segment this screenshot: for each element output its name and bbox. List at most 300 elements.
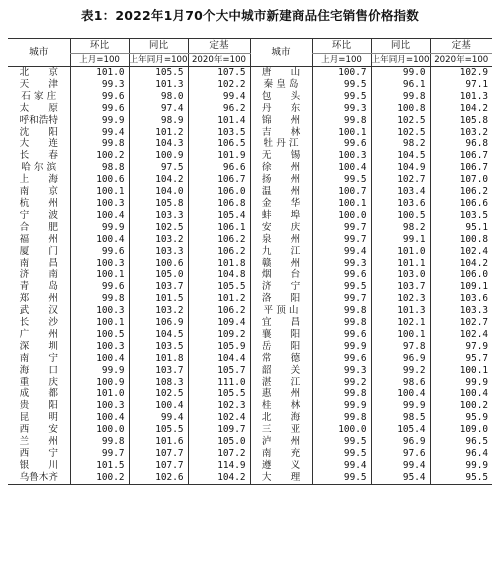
mom-index-cell: 100.1 <box>70 317 129 329</box>
yoy-index-cell: 98.2 <box>371 138 430 150</box>
fixed-index-cell: 99.4 <box>188 91 250 103</box>
city-name-cell: 桂 林 <box>250 400 312 412</box>
page-title: 表1：2022年1月70个大中城市新建商品住宅销售价格指数 <box>81 8 419 23</box>
city-name-cell: 大 理 <box>250 472 312 484</box>
mom-index-cell: 100.3 <box>70 305 129 317</box>
fixed-index-cell: 101.3 <box>430 91 492 103</box>
table-row <box>8 246 492 258</box>
yoy-index-cell: 102.7 <box>371 174 430 186</box>
yoy-index-cell: 102.5 <box>129 388 188 400</box>
city-name-cell: 杭 州 <box>19 197 58 209</box>
col-header-mom-left: 环比 <box>70 39 129 54</box>
mom-index-cell: 99.5 <box>312 281 371 293</box>
yoy-index-cell: 103.3 <box>129 246 188 258</box>
table-row <box>8 127 492 139</box>
mom-index-cell: 100.6 <box>70 174 129 186</box>
fixed-index-cell: 114.9 <box>188 460 250 472</box>
table-row <box>8 424 492 436</box>
table-row <box>8 377 492 389</box>
city-name-cell: 深 圳 <box>19 340 58 352</box>
fixed-index-cell: 102.9 <box>430 67 492 79</box>
yoy-index-cell: 100.5 <box>371 210 430 222</box>
table-row <box>8 103 492 115</box>
yoy-index-cell: 105.5 <box>129 424 188 436</box>
city-name-cell: 济 南 <box>19 269 58 281</box>
table-row <box>8 174 492 186</box>
fixed-index-cell: 109.7 <box>188 424 250 436</box>
yoy-index-cell: 97.5 <box>129 162 188 174</box>
fixed-index-cell: 105.7 <box>188 365 250 377</box>
mom-index-cell: 99.7 <box>312 222 371 234</box>
fixed-index-cell: 105.8 <box>430 115 492 127</box>
table-row <box>8 293 492 305</box>
mom-index-cell: 99.6 <box>312 138 371 150</box>
mom-index-cell: 99.8 <box>312 115 371 127</box>
fixed-index-cell: 96.6 <box>188 162 250 174</box>
mom-index-cell: 99.8 <box>312 412 371 424</box>
city-name-cell: 赣 州 <box>250 258 312 270</box>
table-row <box>8 388 492 400</box>
mom-index-cell: 100.3 <box>70 341 129 353</box>
city-name-cell: 丹 东 <box>250 103 312 115</box>
col-header-mom-right: 环比 <box>312 39 371 54</box>
col-header-yoy-left: 同比 <box>129 39 188 54</box>
city-name-cell: 乌鲁木齐 <box>8 472 70 484</box>
fixed-index-cell: 101.2 <box>188 293 250 305</box>
mom-index-cell: 99.8 <box>70 436 129 448</box>
mom-index-cell: 99.8 <box>312 388 371 400</box>
yoy-index-cell: 104.2 <box>129 174 188 186</box>
mom-index-cell: 100.3 <box>70 258 129 270</box>
city-name-cell: 金 华 <box>250 198 312 210</box>
yoy-index-cell: 101.0 <box>371 246 430 258</box>
yoy-index-cell: 104.9 <box>371 162 430 174</box>
yoy-index-cell: 102.1 <box>371 317 430 329</box>
city-name-cell: 遵 义 <box>250 460 312 472</box>
yoy-index-cell: 101.5 <box>129 293 188 305</box>
mom-index-cell: 101.0 <box>70 67 129 79</box>
city-name-cell: 徐 州 <box>250 162 312 174</box>
fixed-index-cell: 102.4 <box>430 246 492 258</box>
city-name-cell: 长 春 <box>19 150 58 162</box>
table-row <box>8 412 492 424</box>
city-name-cell: 吉 林 <box>250 127 312 139</box>
yoy-index-cell: 104.3 <box>129 138 188 150</box>
city-name-cell: 北 海 <box>250 412 312 424</box>
city-name-cell: 广 州 <box>19 328 58 340</box>
city-name-cell: 惠 州 <box>250 388 312 400</box>
yoy-index-cell: 101.6 <box>129 436 188 448</box>
table-header <box>8 39 492 67</box>
yoy-index-cell: 99.4 <box>371 460 430 472</box>
mom-index-cell: 99.9 <box>70 222 129 234</box>
city-name-cell: 成 都 <box>19 388 58 400</box>
yoy-index-cell: 103.4 <box>371 186 430 198</box>
yoy-index-cell: 102.3 <box>371 293 430 305</box>
yoy-index-cell: 102.5 <box>129 222 188 234</box>
yoy-index-cell: 102.5 <box>371 127 430 139</box>
yoy-index-cell: 98.0 <box>129 91 188 103</box>
city-name-cell: 韶 关 <box>250 365 312 377</box>
fixed-index-cell: 106.7 <box>430 150 492 162</box>
yoy-index-cell: 100.1 <box>371 329 430 341</box>
mom-index-cell: 99.5 <box>312 79 371 91</box>
col-header-city-right: 城市 <box>250 39 312 67</box>
fixed-index-cell: 101.4 <box>188 115 250 127</box>
yoy-index-cell: 105.5 <box>129 67 188 79</box>
mom-index-cell: 100.1 <box>312 127 371 139</box>
mom-index-cell: 99.5 <box>312 448 371 460</box>
fixed-index-cell: 101.9 <box>188 150 250 162</box>
fixed-index-cell: 103.2 <box>430 127 492 139</box>
mom-index-cell: 99.4 <box>70 127 129 139</box>
fixed-index-cell: 106.0 <box>430 269 492 281</box>
table-row <box>8 115 492 127</box>
city-name-cell: 北 京 <box>19 67 58 78</box>
yoy-index-cell: 103.7 <box>129 365 188 377</box>
mom-index-cell: 99.8 <box>312 305 371 317</box>
city-name-cell: 西 宁 <box>19 448 58 459</box>
yoy-index-cell: 97.4 <box>129 103 188 115</box>
fixed-index-cell: 106.2 <box>188 305 250 317</box>
yoy-index-cell: 108.3 <box>129 377 188 389</box>
mom-index-cell: 100.2 <box>70 150 129 162</box>
mom-index-cell: 99.4 <box>312 246 371 258</box>
table-body <box>8 67 492 485</box>
city-name-cell: 锦 州 <box>250 115 312 127</box>
yoy-index-cell: 104.5 <box>129 329 188 341</box>
mom-index-cell: 100.4 <box>70 234 129 246</box>
fixed-index-cell: 109.0 <box>430 424 492 436</box>
mom-index-cell: 99.8 <box>312 317 371 329</box>
mom-index-cell: 99.4 <box>312 460 371 472</box>
table-row <box>8 210 492 222</box>
yoy-index-cell: 107.7 <box>129 460 188 472</box>
yoy-index-cell: 100.4 <box>371 388 430 400</box>
mom-index-cell: 100.4 <box>312 162 371 174</box>
fixed-index-cell: 102.7 <box>430 317 492 329</box>
city-name-cell: 太 原 <box>19 102 58 114</box>
mom-index-cell: 100.9 <box>70 377 129 389</box>
fixed-index-cell: 102.4 <box>188 412 250 424</box>
fixed-index-cell: 107.5 <box>188 67 250 79</box>
mom-index-cell: 99.3 <box>312 365 371 377</box>
yoy-index-cell: 103.2 <box>129 305 188 317</box>
yoy-index-cell: 105.8 <box>129 198 188 210</box>
fixed-index-cell: 100.1 <box>430 365 492 377</box>
mom-index-cell: 99.6 <box>70 281 129 293</box>
fixed-index-cell: 106.1 <box>188 222 250 234</box>
fixed-index-cell: 109.1 <box>430 281 492 293</box>
mom-index-cell: 99.6 <box>70 91 129 103</box>
city-name-cell: 武 汉 <box>19 305 58 317</box>
city-name-cell: 九 江 <box>250 246 312 258</box>
mom-index-cell: 99.6 <box>312 269 371 281</box>
yoy-index-cell: 96.9 <box>371 436 430 448</box>
city-name-cell: 秦 皇 岛 <box>250 79 312 91</box>
mom-index-cell: 99.5 <box>312 91 371 103</box>
fixed-index-cell: 95.9 <box>430 412 492 424</box>
fixed-index-cell: 107.2 <box>188 448 250 460</box>
mom-index-cell: 100.0 <box>312 210 371 222</box>
city-name-cell: 海 口 <box>19 364 58 376</box>
yoy-index-cell: 105.0 <box>129 269 188 281</box>
city-name-cell: 三 亚 <box>250 424 312 436</box>
mom-index-cell: 100.7 <box>312 186 371 198</box>
mom-index-cell: 99.9 <box>312 341 371 353</box>
city-name-cell: 长 沙 <box>19 317 58 329</box>
mom-index-cell: 99.3 <box>312 258 371 270</box>
city-name-cell: 沈 阳 <box>19 126 58 138</box>
mom-index-cell: 99.6 <box>70 103 129 115</box>
yoy-index-cell: 101.3 <box>371 305 430 317</box>
mom-index-cell: 99.9 <box>70 115 129 127</box>
city-name-cell: 昆 明 <box>19 412 58 424</box>
fixed-index-cell: 103.5 <box>188 127 250 139</box>
yoy-index-cell: 103.0 <box>371 269 430 281</box>
fixed-index-cell: 102.3 <box>188 400 250 412</box>
fixed-index-cell: 97.9 <box>430 341 492 353</box>
yoy-index-cell: 98.2 <box>371 222 430 234</box>
yoy-index-cell: 95.4 <box>371 472 430 484</box>
table-row <box>8 91 492 103</box>
city-name-cell: 大 连 <box>19 138 58 150</box>
city-name-cell: 平 顶 山 <box>250 305 312 317</box>
fixed-index-cell: 106.8 <box>188 198 250 210</box>
mom-index-cell: 99.8 <box>70 138 129 150</box>
fixed-index-cell: 107.0 <box>430 174 492 186</box>
yoy-index-cell: 101.1 <box>371 258 430 270</box>
col-subheader-mom-left: 上月=100 <box>70 54 129 67</box>
city-name-cell: 天 津 <box>19 78 58 90</box>
city-name-cell: 厦 门 <box>19 245 58 257</box>
mom-index-cell: 99.6 <box>312 329 371 341</box>
fixed-index-cell: 102.2 <box>188 79 250 91</box>
mom-index-cell: 99.5 <box>312 174 371 186</box>
mom-index-cell: 99.9 <box>312 400 371 412</box>
yoy-index-cell: 96.1 <box>371 79 430 91</box>
city-name-cell: 唐 山 <box>250 67 312 79</box>
city-name-cell: 南 京 <box>19 186 58 198</box>
fixed-index-cell: 106.2 <box>430 186 492 198</box>
mom-index-cell: 100.3 <box>70 400 129 412</box>
table-row <box>8 400 492 412</box>
table-row <box>8 353 492 365</box>
city-name-cell: 福 州 <box>19 233 58 245</box>
fixed-index-cell: 95.7 <box>430 353 492 365</box>
table-row <box>8 460 492 472</box>
col-header-city-left: 城市 <box>8 39 70 67</box>
yoy-index-cell: 100.6 <box>129 258 188 270</box>
fixed-index-cell: 106.0 <box>188 186 250 198</box>
mom-index-cell: 100.0 <box>312 424 371 436</box>
col-header-fixed-right: 定基 <box>430 39 492 54</box>
city-name-cell: 西 安 <box>19 424 58 436</box>
city-name-cell: 常 德 <box>250 353 312 365</box>
col-subheader-mom-right: 上月=100 <box>312 54 371 67</box>
fixed-index-cell: 97.1 <box>430 79 492 91</box>
table-row <box>8 138 492 150</box>
mom-index-cell: 99.5 <box>312 472 371 484</box>
fixed-index-cell: 106.7 <box>188 174 250 186</box>
fixed-index-cell: 95.1 <box>430 222 492 234</box>
city-name-cell: 蚌 埠 <box>250 210 312 222</box>
fixed-index-cell: 99.9 <box>430 377 492 389</box>
yoy-index-cell: 96.9 <box>371 353 430 365</box>
table-row <box>8 234 492 246</box>
table-row <box>8 269 492 281</box>
fixed-index-cell: 96.8 <box>430 138 492 150</box>
fixed-index-cell: 101.8 <box>188 258 250 270</box>
city-name-cell: 烟 台 <box>250 269 312 281</box>
yoy-index-cell: 103.7 <box>371 281 430 293</box>
fixed-index-cell: 103.5 <box>430 210 492 222</box>
fixed-index-cell: 109.2 <box>188 329 250 341</box>
fixed-index-cell: 106.7 <box>430 162 492 174</box>
fixed-index-cell: 96.2 <box>188 103 250 115</box>
table-row <box>8 365 492 377</box>
city-name-cell: 宁 波 <box>19 209 58 221</box>
mom-index-cell: 100.0 <box>70 424 129 436</box>
table-row <box>8 281 492 293</box>
city-name-cell: 安 庆 <box>250 222 312 234</box>
yoy-index-cell: 101.8 <box>129 353 188 365</box>
table-row <box>8 222 492 234</box>
city-name-cell: 贵 阳 <box>19 400 58 412</box>
fixed-index-cell: 99.9 <box>430 460 492 472</box>
mom-index-cell: 100.4 <box>70 353 129 365</box>
city-name-cell: 湛 江 <box>250 377 312 389</box>
fixed-index-cell: 104.2 <box>430 103 492 115</box>
mom-index-cell: 98.8 <box>70 162 129 174</box>
yoy-index-cell: 103.7 <box>129 281 188 293</box>
city-name-cell: 包 头 <box>250 91 312 103</box>
fixed-index-cell: 105.5 <box>188 281 250 293</box>
mom-index-cell: 101.5 <box>70 460 129 472</box>
city-name-cell: 重 庆 <box>19 376 58 388</box>
fixed-index-cell: 104.2 <box>430 258 492 270</box>
mom-index-cell: 100.5 <box>70 329 129 341</box>
col-subheader-yoy-right: 上年同月=100 <box>371 55 430 65</box>
yoy-index-cell: 99.8 <box>371 91 430 103</box>
col-subheader-yoy-left: 上年同月=100 <box>129 55 188 65</box>
yoy-index-cell: 104.0 <box>129 186 188 198</box>
col-subheader-fixed-left: 2020年=100 <box>188 54 250 67</box>
yoy-index-cell: 97.6 <box>371 448 430 460</box>
city-name-cell: 石 家 庄 <box>21 90 57 102</box>
mom-index-cell: 99.9 <box>70 365 129 377</box>
yoy-index-cell: 99.2 <box>371 365 430 377</box>
mom-index-cell: 99.6 <box>70 246 129 258</box>
city-name-cell: 兰 州 <box>19 436 58 448</box>
fixed-index-cell: 104.2 <box>188 472 250 484</box>
city-name-cell: 银 川 <box>19 459 58 471</box>
city-name-cell: 郑 州 <box>19 293 58 305</box>
fixed-index-cell: 105.5 <box>188 388 250 400</box>
city-name-cell: 泸 州 <box>250 436 312 448</box>
fixed-index-cell: 104.4 <box>188 353 250 365</box>
city-name-cell: 泉 州 <box>250 234 312 246</box>
fixed-index-cell: 106.2 <box>188 234 250 246</box>
fixed-index-cell: 109.4 <box>188 317 250 329</box>
city-name-cell: 牡 丹 江 <box>250 138 312 150</box>
fixed-index-cell: 103.6 <box>430 293 492 305</box>
mom-index-cell: 99.2 <box>312 377 371 389</box>
yoy-index-cell: 100.4 <box>129 400 188 412</box>
fixed-index-cell: 96.4 <box>430 448 492 460</box>
city-name-cell: 南 宁 <box>19 352 58 364</box>
mom-index-cell: 100.4 <box>70 412 129 424</box>
yoy-index-cell: 105.4 <box>371 424 430 436</box>
fixed-index-cell: 106.2 <box>188 246 250 258</box>
yoy-index-cell: 99.4 <box>129 412 188 424</box>
city-name-cell: 襄 阳 <box>250 329 312 341</box>
fixed-index-cell: 96.5 <box>430 436 492 448</box>
table-row <box>8 79 492 91</box>
table-row <box>8 258 492 270</box>
mom-index-cell: 100.1 <box>312 198 371 210</box>
table-row <box>8 317 492 329</box>
col-header-fixed-left: 定基 <box>188 39 250 54</box>
yoy-index-cell: 98.6 <box>371 377 430 389</box>
city-name-cell: 扬 州 <box>250 174 312 186</box>
col-subheader-fixed-right: 2020年=100 <box>430 54 492 67</box>
yoy-index-cell: 99.1 <box>371 234 430 246</box>
mom-index-cell: 101.0 <box>70 388 129 400</box>
fixed-index-cell: 100.4 <box>430 388 492 400</box>
fixed-index-cell: 103.3 <box>430 305 492 317</box>
table-row <box>8 186 492 198</box>
table-row <box>8 67 492 79</box>
table-row <box>8 162 492 174</box>
city-name-cell: 济 宁 <box>250 281 312 293</box>
mom-index-cell: 100.3 <box>70 198 129 210</box>
table-row <box>8 150 492 162</box>
table-row <box>8 472 492 484</box>
city-name-cell: 上 海 <box>19 174 58 186</box>
yoy-index-cell: 98.9 <box>129 115 188 127</box>
table-row <box>8 341 492 353</box>
mom-index-cell: 100.1 <box>70 269 129 281</box>
city-name-cell: 合 肥 <box>19 221 58 233</box>
city-name-cell: 南 昌 <box>19 257 58 269</box>
yoy-index-cell: 97.8 <box>371 341 430 353</box>
fixed-index-cell: 111.0 <box>188 377 250 389</box>
yoy-index-cell: 100.8 <box>371 103 430 115</box>
city-name-cell: 温 州 <box>250 186 312 198</box>
mom-index-cell: 99.7 <box>70 448 129 460</box>
city-name-cell: 南 充 <box>250 448 312 460</box>
table-row <box>8 198 492 210</box>
mom-index-cell: 100.7 <box>312 67 371 79</box>
yoy-index-cell: 101.3 <box>129 79 188 91</box>
yoy-index-cell: 102.6 <box>129 472 188 484</box>
mom-index-cell: 99.7 <box>312 293 371 305</box>
yoy-index-cell: 99.9 <box>371 400 430 412</box>
price-index-table <box>8 38 492 485</box>
fixed-index-cell: 104.8 <box>188 269 250 281</box>
mom-index-cell: 100.3 <box>312 150 371 162</box>
yoy-index-cell: 106.9 <box>129 317 188 329</box>
city-name-cell: 哈 尔 滨 <box>21 162 57 174</box>
table-row <box>8 436 492 448</box>
fixed-index-cell: 102.4 <box>430 329 492 341</box>
mom-index-cell: 99.3 <box>312 103 371 115</box>
col-header-yoy-right: 同比 <box>371 39 430 54</box>
yoy-index-cell: 100.9 <box>129 150 188 162</box>
mom-index-cell: 99.6 <box>312 353 371 365</box>
fixed-index-cell: 100.8 <box>430 234 492 246</box>
